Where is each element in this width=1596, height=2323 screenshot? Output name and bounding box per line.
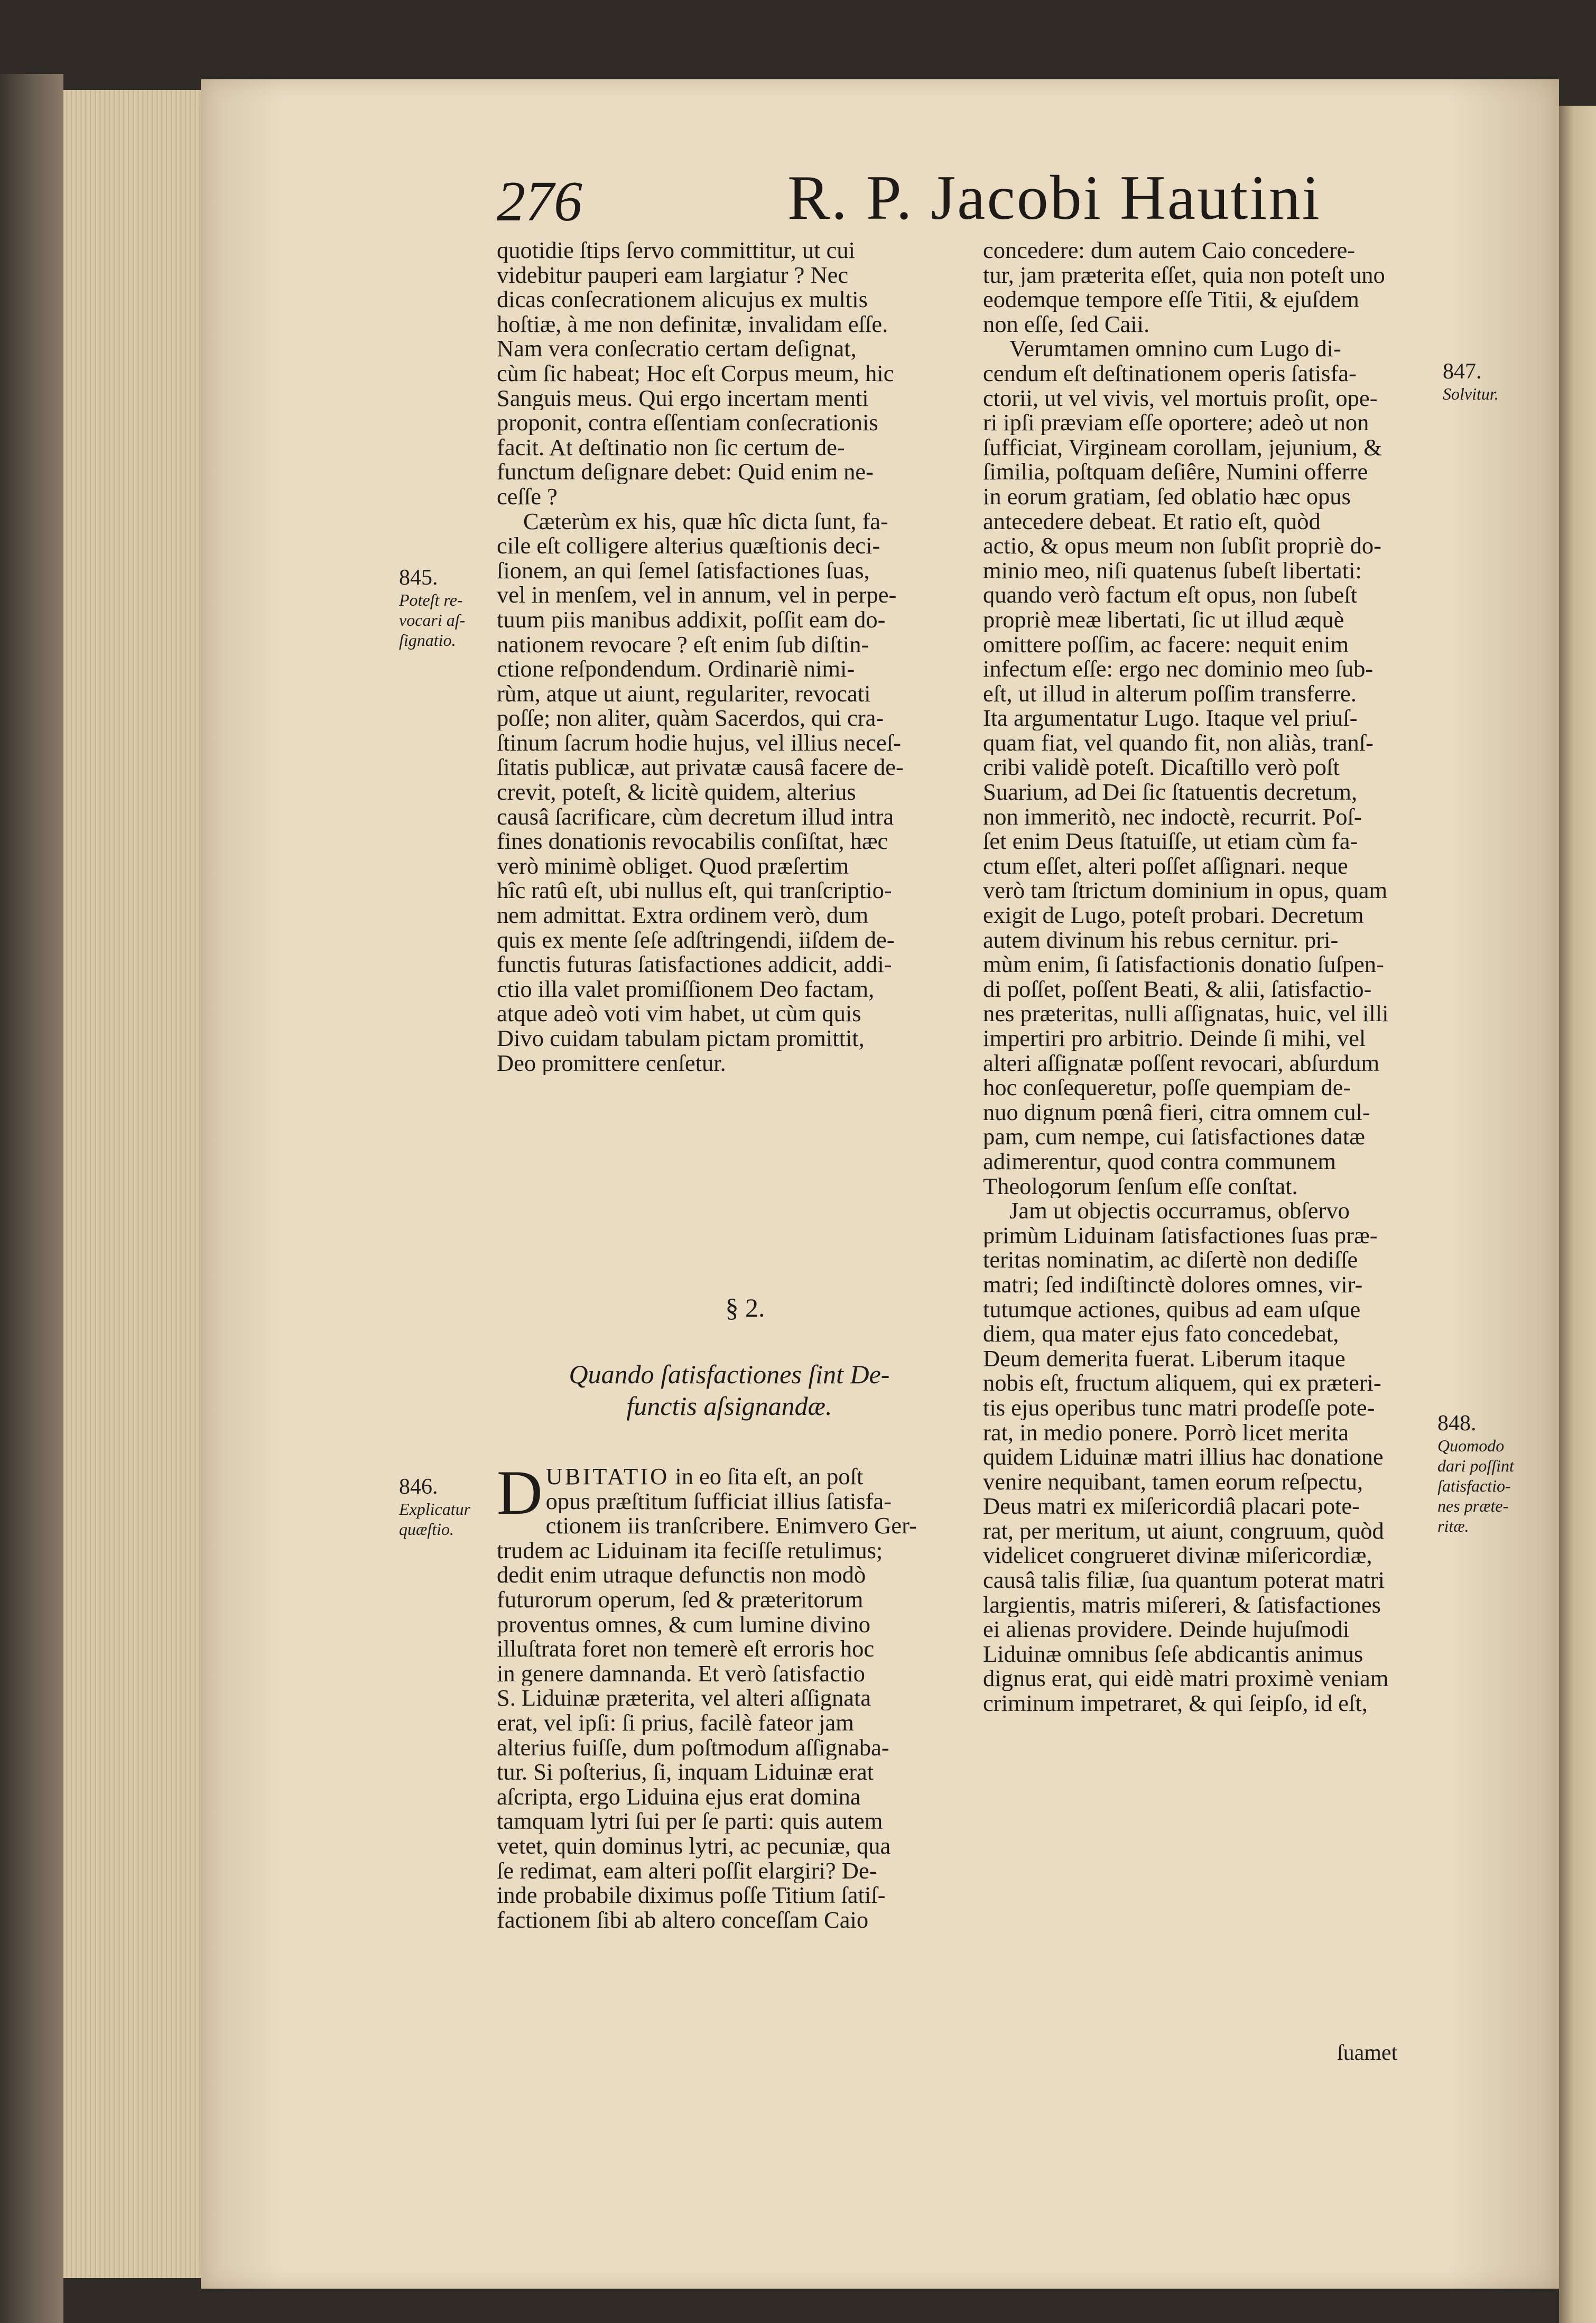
margin-note-848 xyxy=(1437,1411,1527,1536)
page-edges xyxy=(63,90,201,2278)
text-line: omittere poſſim, ac facere: nequit enim xyxy=(983,632,1349,657)
text-line: rùm, atque ut aiunt, regulariter, revocati xyxy=(497,681,871,706)
text-line: criminum impetraret, & qui ſeipſo, id eſt, xyxy=(983,1691,1368,1716)
text-line: Divo cuidam tabulam pictam promittit, xyxy=(497,1026,865,1051)
margin-note-text: nes præte- xyxy=(1437,1496,1509,1515)
text-line: ei alienas providere. Deinde hujuſmodi xyxy=(983,1617,1350,1642)
text-line: quis ex mente ſeſe adſtringendi, iiſdem de- xyxy=(497,927,895,952)
book-binding xyxy=(0,74,63,2323)
text-line: infectum eſſe: ergo nec dominio meo ſub- xyxy=(983,656,1374,681)
text-line: hîc ratû eſt, ubi nullus eſt, qui tranſcriptio- xyxy=(497,878,892,903)
margin-note-845 xyxy=(399,566,489,650)
text-line: nobis eſt, fructum aliquem, qui ex præteri- xyxy=(983,1371,1381,1395)
text-line: teritas nominatim, ac diſertè non dediſſe xyxy=(983,1247,1358,1272)
text-line: tis ejus operibus tunc matri prodeſſe pote- xyxy=(983,1395,1375,1420)
text-line: ctionem iis tranſcribere. Enimvero Ger- xyxy=(545,1513,917,1538)
text-line: tur. Si poſterius, ſi, inquam Liduinæ erat xyxy=(497,1760,874,1784)
text-line: rat, in medio ponere. Porrò licet merita xyxy=(983,1420,1349,1445)
text-line: functis futuras ſatisfactiones addicit, addi- xyxy=(497,952,892,977)
text-line: in genere damnanda. Et verò ſatisfactio xyxy=(497,1661,865,1686)
text-line: di poſſet, poſſent Beati, & alii, ſatisfactio- xyxy=(983,976,1372,1002)
margin-note-text: Explicatur xyxy=(399,1500,471,1519)
text-line: minio meo, niſi quatenus ſubeſt libertati: xyxy=(983,558,1362,583)
text-line: antecedere debeat. Et ratio eſt, quòd xyxy=(983,508,1321,534)
page-number: 276 xyxy=(497,170,582,233)
margin-note-847 xyxy=(1443,359,1527,404)
text-line: illuſtrata foret non temerè eſt erroris hoc xyxy=(497,1636,875,1661)
text-line: ctum eſſet, alteri poſſet aſſignari. neque xyxy=(983,853,1348,878)
section-title-line: functis aſsignandæ. xyxy=(626,1391,832,1421)
section-title-line: Quando ſatisfactiones ſint De- xyxy=(569,1359,890,1389)
text-line: factionem ſibi ab altero conceſſam Caio xyxy=(497,1907,869,1932)
margin-note-text: Poteſt re- xyxy=(399,590,463,609)
text-line: Nam vera conſecratio certam deſignat, xyxy=(497,336,857,361)
text-line: adimerentur, quod contra communem xyxy=(983,1149,1336,1174)
text-line: hoc conſequeretur, poſſe quempiam de- xyxy=(983,1075,1351,1100)
text-line: nes præteritas, nulli aſſignatas, huic, vel illi xyxy=(983,1001,1389,1026)
running-title: R. P. Jacobi Hautini xyxy=(787,162,1321,233)
text-line: matri; ſed indiſtinctè dolores omnes, vir- xyxy=(983,1272,1363,1297)
text-line: quotidie ſtips ſervo committitur, ut cui xyxy=(497,238,855,263)
text-line: alterius fuiſſe, dum poſtmodum aſſignaba- xyxy=(497,1735,889,1760)
text-line: quidem Liduinæ matri illius hac donatione xyxy=(983,1445,1384,1469)
left-column-section-2 xyxy=(497,1457,946,1932)
margin-note-number: 845. xyxy=(399,566,438,590)
text-line: causâ ſacrificare, cùm decretum illud intra xyxy=(497,804,894,829)
text-line: ſe redimat, eam alteri poſſit elargiri? De- xyxy=(497,1858,877,1883)
text-line: ctorii, ut vel vivis, vel mortuis proſit, ope- xyxy=(983,385,1378,411)
text-line: Suarium, ad Dei ſic ſtatuentis decretum, xyxy=(983,780,1358,804)
right-column xyxy=(983,238,1437,1716)
text-line: venire nequibant, tamen eorum reſpectu, xyxy=(983,1469,1363,1494)
section-title xyxy=(539,1358,920,1422)
text-line: ſet enim Deus ſtatuiſſe, ut etiam cùm fa- xyxy=(983,829,1358,854)
page-header xyxy=(296,159,1459,248)
text-line: proponit, contra eſſentiam conſecrationis xyxy=(497,410,878,435)
text-line: facit. At deſtinatio non ſic certum de- xyxy=(497,434,845,460)
text-line: inde probabile diximus poſſe Titium ſatiſ- xyxy=(497,1883,886,1908)
text-line: impertiri pro arbitrio. Deinde ſi mihi, vel xyxy=(983,1026,1366,1051)
text-line: Theologorum ſenſum eſſe conſtat. xyxy=(983,1173,1298,1199)
text-line: Jam ut objectis occurramus, obſervo xyxy=(1009,1198,1350,1223)
text-line: fines donationis revocabilis conſiſtat, hæc xyxy=(497,829,888,854)
dropcap-letter: D xyxy=(497,1457,543,1528)
text-fragment: in eo ſita eſt, an poſt xyxy=(675,1464,864,1489)
text-line: tuum piis manibus addixit, poſſit eam do- xyxy=(497,607,886,632)
text-line: actio, & opus meum non ſubſit propriè do- xyxy=(983,533,1381,558)
text-line: ſtinum ſacrum hodie hujus, vel illius neceſ- xyxy=(497,730,901,755)
text-line: aſcripta, ergo Liduina ejus erat domina xyxy=(497,1784,861,1809)
text-line: largientis, matris miſereri, & ſatisfactiones xyxy=(983,1592,1381,1617)
text-line: causâ talis filiæ, ſua quantum poterat matri xyxy=(983,1568,1385,1593)
text-line: Sanguis meus. Qui ergo incertam menti xyxy=(497,385,869,411)
text-line: non eſſe, ſed Caii. xyxy=(983,311,1150,337)
text-line: ſionem, an qui ſemel ſatisfactiones ſuas, xyxy=(497,558,870,583)
text-line: Verumtamen omnino cum Lugo di- xyxy=(1009,336,1341,361)
text-line: nem admittat. Extra ordinem verò, dum xyxy=(497,903,869,928)
text-line: alteri aſſignatæ poſſent revocari, abſurdum xyxy=(983,1050,1380,1076)
text-line: nuo dignum pœnâ fieri, citra omnem cul- xyxy=(983,1099,1370,1125)
text-line: videlicet congrueret divinæ miſericordiæ, xyxy=(983,1543,1372,1568)
margin-note-text: vocari aſ- xyxy=(399,610,466,630)
text-line: in eorum gratiam, ſed oblatio hæc opus xyxy=(983,484,1351,509)
text-line: S. Liduinæ præterita, vel alteri aſſignata xyxy=(497,1686,871,1710)
text-line: cendum eſt deſtinationem operis ſatisfa- xyxy=(983,360,1357,386)
text-line: non immeritò, nec indoctè, recurrit. Poſ- xyxy=(983,804,1362,829)
text-line: propriè meæ libertati, ſic ut illud æquè xyxy=(983,607,1344,632)
text-line: atque adeò voti vim habet, ut cùm quis xyxy=(497,1001,861,1026)
text-line: proventus omnes, & cum lumine divino xyxy=(497,1612,870,1637)
text-line: Deus matri ex miſericordiâ placari pote- xyxy=(983,1494,1360,1519)
text-line: hoſtiæ, à me non definitæ, invalidam eſſe. xyxy=(497,311,888,337)
margin-note-text: Solvitur. xyxy=(1443,384,1499,403)
text-line: diem, qua mater ejus fato concedebat, xyxy=(983,1321,1339,1346)
margin-note-text: quæſtio. xyxy=(399,1520,454,1539)
margin-note-text: ritæ. xyxy=(1437,1516,1469,1535)
text-line: mùm enim, ſi ſatisfactionis donatio ſuſpen- xyxy=(983,952,1384,977)
text-line: vel in menſem, vel in annum, vel in perpe- xyxy=(497,582,897,607)
text-line: Ita argumentatur Lugo. Itaque vel priuſ- xyxy=(983,706,1358,730)
text-line: eſt, ut illud in alterum poſſim transferre. xyxy=(983,681,1357,706)
text-line: ri ipſi præviam eſſe oportere; adeò ut non xyxy=(983,410,1369,435)
text-line: vetet, quin dominus lytri, ac pecuniæ, qua xyxy=(497,1833,891,1858)
text-line: ſufficiat, Virgineam corollam, jejunium, & xyxy=(983,434,1382,460)
text-line: ctione reſpondendum. Ordinariè nimi- xyxy=(497,656,855,681)
text-line: dedit enim utraque defunctis non modò xyxy=(497,1562,866,1587)
text-line: Liduinæ omnibus ſeſe abdicantis animus xyxy=(983,1641,1363,1667)
margin-note-text: ſatisfactio- xyxy=(1437,1476,1511,1495)
margin-note-number: 847. xyxy=(1443,359,1482,384)
margin-note-number: 848. xyxy=(1437,1411,1477,1436)
text-line: autem divinum his rebus cernitur. pri- xyxy=(983,927,1339,952)
text-line: verò minimè obliget. Quod præſertim xyxy=(497,853,849,878)
section-mark: § 2. xyxy=(725,1293,765,1322)
text-line: ctio illa valet promiſſionem Deo factam, xyxy=(497,976,875,1002)
text-line: poſſe; non aliter, quàm Sacerdos, qui cra- xyxy=(497,706,884,730)
text-line xyxy=(546,1464,946,1489)
text-line: dignus erat, qui eidè matri proximè veniam xyxy=(983,1666,1389,1691)
left-column xyxy=(497,238,946,1075)
text-line: Deum demerita fuerat. Liberum itaque xyxy=(983,1346,1346,1371)
text-line: functum deſignare debet: Quid enim ne- xyxy=(497,459,874,484)
margin-note-846 xyxy=(399,1475,489,1539)
text-line: ſimilia, poſtquam deſiêre, Numini offerre xyxy=(983,459,1368,484)
text-line: erat, vel ipſi: ſi prius, facilè fateor jam xyxy=(497,1710,854,1735)
text-line: exigit de Lugo, poteſt probari. Decretum xyxy=(983,903,1364,928)
text-line: trudem ac Liduinam ita feciſſe retulimus; xyxy=(497,1538,883,1563)
facing-page-edge xyxy=(1559,106,1596,2323)
text-line: verò tam ſtrictum dominium in opus, quam xyxy=(983,878,1388,903)
text-line: crevit, poteſt, & licitè quidem, alterius xyxy=(497,780,856,804)
text-line: nationem revocare ? eſt enim ſub diſtin- xyxy=(497,632,869,657)
dropcap-word: UBITATIO xyxy=(545,1464,670,1489)
text-line: concedere: dum autem Caio concedere- xyxy=(983,238,1356,263)
text-line: primùm Liduinam ſatisfactiones ſuas præ- xyxy=(983,1223,1378,1248)
text-line: cùm ſic habeat; Hoc eſt Corpus meum, hic xyxy=(497,360,894,386)
text-line: pam, cum nempe, cui ſatisfactiones datæ xyxy=(983,1124,1365,1149)
margin-note-number: 846. xyxy=(399,1475,438,1499)
text-line: cribi validè poteſt. Dicaſtillo verò poſt xyxy=(983,755,1340,780)
text-line: tur, jam præterita eſſet, quia non poteſt uno xyxy=(983,262,1385,288)
text-line: cile eſt colligere alterius quæſtionis deci- xyxy=(497,533,880,558)
text-line: tutumque actiones, quibus ad eam uſque xyxy=(983,1297,1361,1322)
text-line: quam fiat, vel quando fit, non aliàs, tranſ- xyxy=(983,730,1374,755)
text-line: rat, per meritum, ut aiunt, congruum, quòd xyxy=(983,1518,1384,1543)
catchword: ſuamet xyxy=(1337,2041,1398,2065)
text-line: opus præſtitum ſufficiat illius ſatisfa- xyxy=(545,1488,892,1514)
text-line: videbitur pauperi eam largiatur ? Nec xyxy=(497,262,849,288)
text-line: Deo promittere cenſetur. xyxy=(497,1050,726,1076)
text-line: futurorum operum, ſed & præteritorum xyxy=(497,1587,864,1612)
text-line: ſitatis publicæ, aut privatæ causâ facere de- xyxy=(497,755,904,780)
text-line: dicas conſecrationem alicujus ex multis xyxy=(497,287,868,312)
margin-note-text: Quomodo xyxy=(1437,1436,1505,1455)
text-line: tamquam lytri ſui per ſe parti: quis autem xyxy=(497,1809,883,1834)
text-line: ceſſe ? xyxy=(497,484,558,509)
margin-note-text: dari poſſint xyxy=(1437,1456,1514,1475)
text-line: Cæterùm ex his, quæ hîc dicta ſunt, fa- xyxy=(523,508,888,534)
text-line: eodemque tempore eſſe Titii, & ejuſdem xyxy=(983,287,1359,312)
text-line: quando verò factum eſt opus, non ſubeſt xyxy=(983,582,1358,607)
margin-note-text: ſignatio. xyxy=(399,631,456,650)
